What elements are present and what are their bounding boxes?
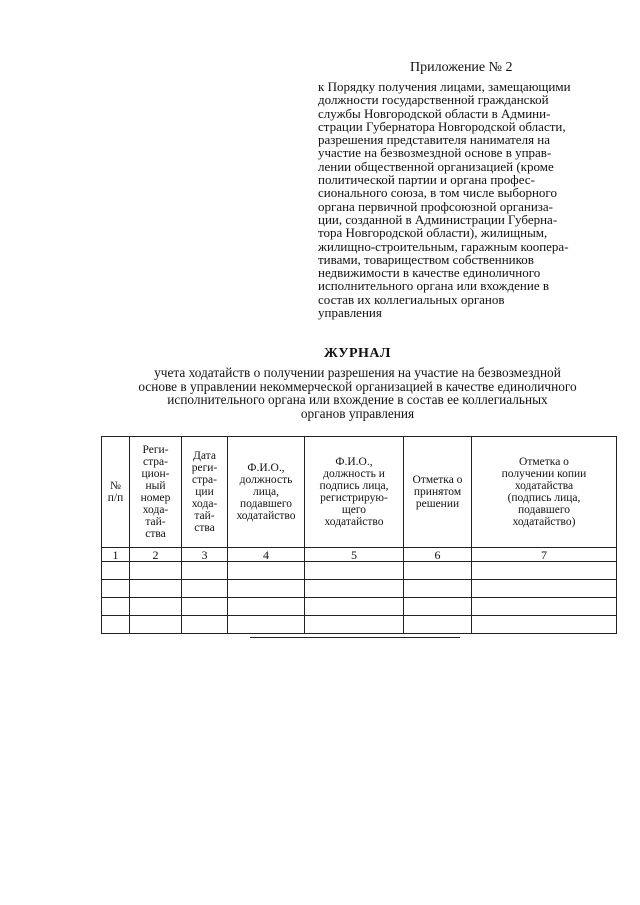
subtitle-line: учета ходатайств о получении разрешения на участие на безвозмездной (154, 365, 561, 380)
table-cell (182, 598, 228, 616)
table-cell (102, 616, 130, 634)
table-cell (305, 580, 404, 598)
table-cell (305, 562, 404, 580)
appendix-line: ции, созданной в Администрации Губерна- (318, 211, 558, 227)
table-cell (102, 598, 130, 616)
table-cell (228, 598, 305, 616)
table-cell (182, 616, 228, 634)
table-header-row (102, 437, 617, 548)
end-divider-line (250, 637, 460, 638)
appendix-line: участие на безвозмездной основе в управ- (318, 145, 552, 161)
table-cell (228, 580, 305, 598)
column-numbers-row (102, 548, 617, 562)
table-cell (472, 598, 617, 616)
table-cell (228, 562, 305, 580)
appendix-line: разрешения представителя нанимателя на (318, 132, 551, 148)
table-cell (305, 598, 404, 616)
appendix-line: лении общественной организацией (кроме (318, 158, 554, 174)
appendix-line: недвижимости в качестве единоличного (318, 265, 541, 281)
column-number: 2 (130, 548, 182, 562)
appendix-line: сионального союза, в том числе выборного (318, 185, 557, 201)
table-cell (102, 580, 130, 598)
journal-title: ЖУРНАЛ (324, 346, 391, 361)
column-header-number: № п/п (102, 437, 130, 548)
appendix-line: исполнительного органа или вхождение в (318, 278, 549, 294)
table-row (102, 562, 617, 580)
column-number: 5 (305, 548, 404, 562)
table-row (102, 580, 617, 598)
column-number: 1 (102, 548, 130, 562)
column-number: 3 (182, 548, 228, 562)
appendix-line: тора Новгородской области), жилищным, (318, 225, 548, 241)
column-header-registration-date: Дата реги- стра- ции хода- тай- ства (182, 437, 228, 548)
column-number: 4 (228, 548, 305, 562)
table-cell (305, 616, 404, 634)
subtitle-line: органов управления (300, 405, 415, 421)
appendix-line: жилищно-строительным, гаражным коопера- (318, 238, 569, 254)
table-cell (130, 562, 182, 580)
column-header-decision-mark: Отметка о принятом решении (404, 437, 472, 548)
column-header-copy-receipt-mark: Отметка о получении копии ходатайства (подпись лица, подавшего ходатайство) (472, 437, 617, 548)
table-cell (472, 616, 617, 634)
column-number: 6 (404, 548, 472, 562)
appendix-line: страции Губернатора Новгородской области, (318, 118, 566, 134)
appendix-description (318, 80, 618, 319)
table-cell (182, 580, 228, 598)
table-cell (404, 616, 472, 634)
appendix-line: к Порядку получения лицами, замещающими (318, 79, 571, 94)
table-cell (130, 616, 182, 634)
column-header-applicant: Ф.И.О., должность лица, подавшего ходатайство (228, 437, 305, 548)
table-cell (182, 562, 228, 580)
subtitle-line: основе в управлении некоммерческой организацией в качестве единоличного (138, 378, 577, 394)
table-cell (130, 580, 182, 598)
appendix-line: службы Новгородской области в Админи- (318, 105, 551, 121)
appendix-line: органа первичной профсоюзной организа- (318, 198, 554, 214)
appendix-line: должности государственной гражданской (318, 92, 549, 108)
table-row (102, 598, 617, 616)
table-cell (472, 562, 617, 580)
table-cell (102, 562, 130, 580)
journal-table (101, 436, 617, 634)
column-number: 7 (472, 548, 617, 562)
table-cell (404, 598, 472, 616)
column-header-registration-number: Реги- стра- цион- ный номер хода- тай- ства (130, 437, 182, 548)
table-cell (228, 616, 305, 634)
journal-subtitle (0, 366, 640, 420)
appendix-line: тивами, товариществом собственников (318, 251, 534, 267)
table-row (102, 616, 617, 634)
table-cell (130, 598, 182, 616)
appendix-line: управления (318, 305, 382, 321)
column-header-registrar: Ф.И.О., должность и подпись лица, регистрирую- щего ходатайство (305, 437, 404, 548)
table-cell (404, 580, 472, 598)
appendix-title: Приложение № 2 (410, 60, 513, 75)
table-cell (404, 562, 472, 580)
subtitle-line: исполнительного органа или вхождение в состав ее коллегиальных (167, 392, 548, 408)
appendix-line: политической партии и органа профес- (318, 172, 535, 188)
table-cell (472, 580, 617, 598)
appendix-line: состав их коллегиальных органов (318, 291, 505, 307)
